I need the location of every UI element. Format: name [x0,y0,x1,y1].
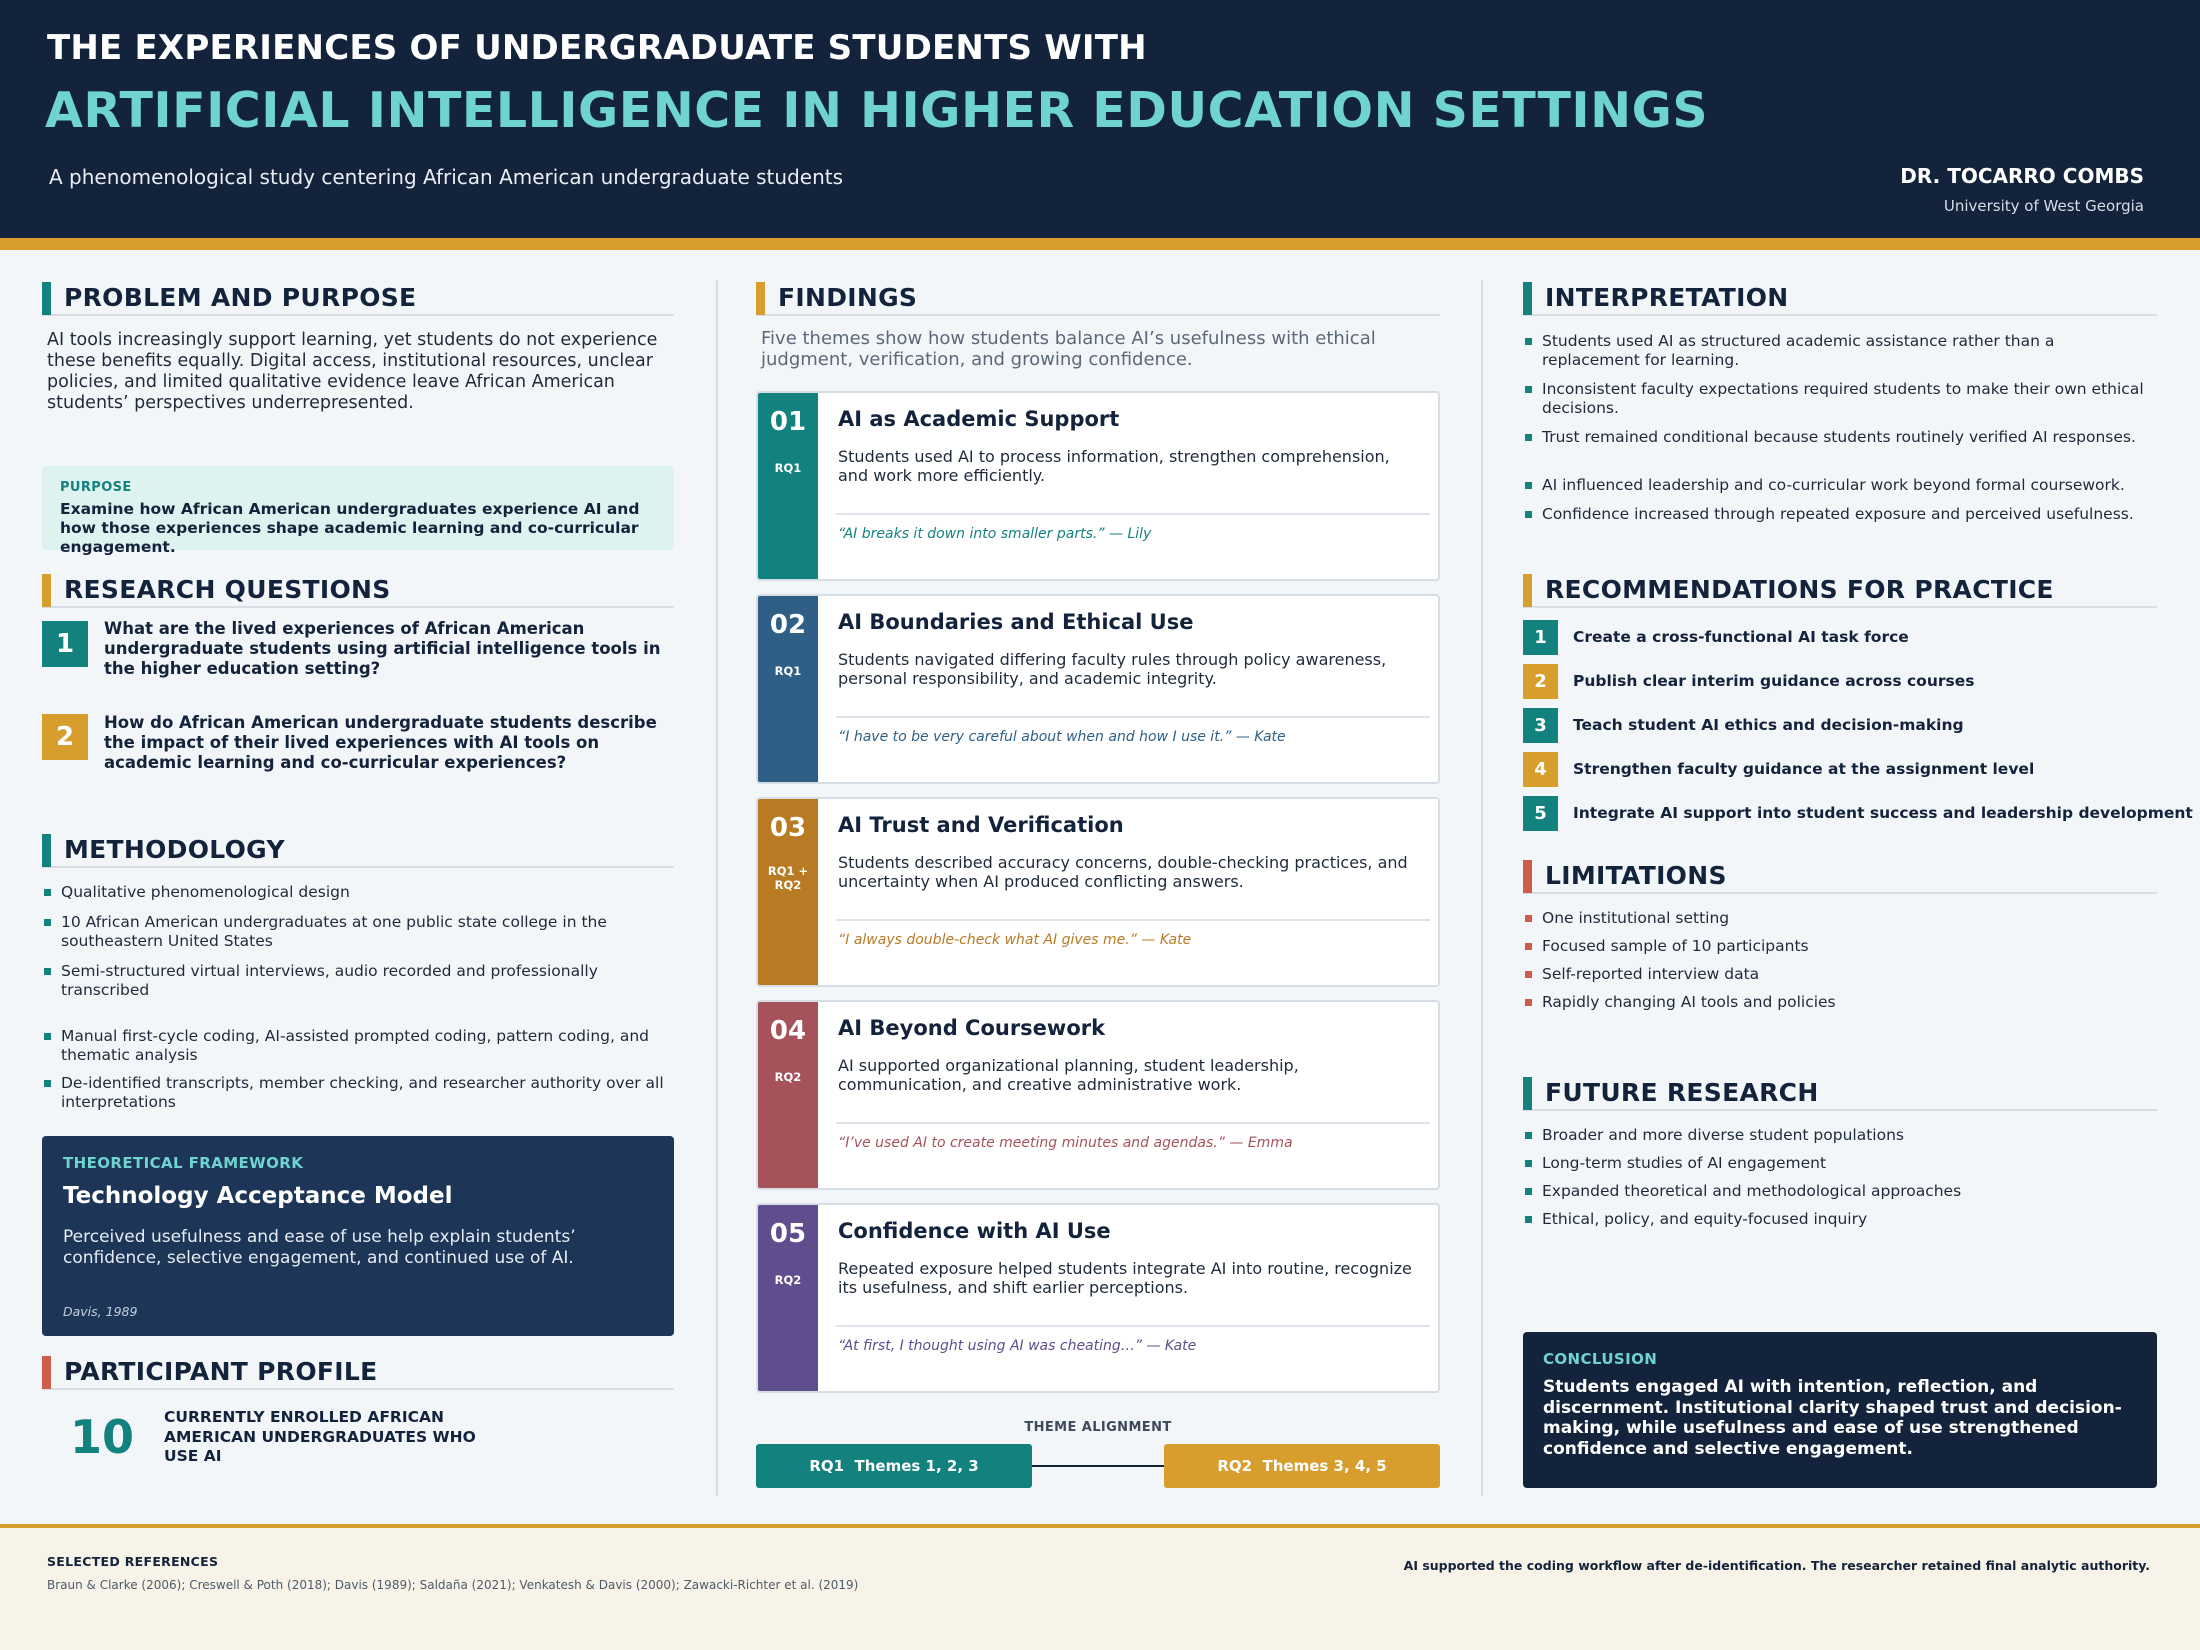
interpretation-list [1523,332,2157,524]
rq2-badge: 2 [42,714,88,760]
participant-count: 10 [70,1410,135,1464]
interpretation-heading [1523,280,2157,316]
heading-accent-bar [42,574,51,607]
limitation-item: Focused sample of 10 participants [1523,937,2157,956]
theme-title: AI Boundaries and Ethical Use [838,610,1194,634]
recommendation-badge: 1 [1523,620,1558,655]
theme-text: Repeated exposure helped students integrate AI into routine, recognize its usefulness, and shift earlier perceptions. [838,1259,1412,1297]
theme-quote: “I have to be very careful about when and how I use it.” — Kate [838,729,1286,745]
findings-intro: Five themes show how students balance AI’s usefulness with ethical judgment, verification, and growing confidence. [761,328,1376,370]
recommendation-text: Publish clear interim guidance across courses [1573,672,1975,690]
title-line-1: THE EXPERIENCES OF UNDERGRADUATE STUDENTS WITH [47,28,1147,68]
column-divider [716,280,718,1496]
framework-label: THEORETICAL FRAMEWORK [63,1154,304,1172]
author-name: DR. TOCARRO COMBS [1900,164,2144,188]
limitation-item: One institutional setting [1523,909,2157,928]
theme-card [756,1000,1440,1190]
theme-rq: RQ1 [774,461,802,475]
theme-divider [836,1122,1430,1124]
poster-footer [0,1524,2200,1650]
rq1-text: What are the lived experiences of African American undergraduate students using artificial intelligence tools in the higher education setting? [104,619,661,678]
theme-divider [836,513,1430,515]
future-research-heading [1523,1075,2157,1111]
framework-citation: Davis, 1989 [63,1304,138,1319]
theme-number: 04 [769,1016,807,1046]
limitations-heading [1523,858,2157,894]
interpretation-item: Inconsistent faculty expectations required students to make their own ethical decisions. [1523,380,2157,418]
recommendation-text: Teach student AI ethics and decision-making [1573,716,1964,734]
interpretation-item: AI influenced leadership and co-curricular work beyond formal coursework. [1523,476,2157,495]
methodology-item: Qualitative phenomenological design [42,883,674,902]
header-divider [0,238,2200,250]
theme-text: Students used AI to process information, strengthen comprehension, and work more efficiently. [838,447,1390,485]
theme-text: AI supported organizational planning, student leadership, communication, and creative administrative work. [838,1056,1299,1094]
heading-accent-bar [1523,860,1532,893]
title-line-2: ARTIFICIAL INTELLIGENCE IN HIGHER EDUCATION SETTINGS [45,82,1709,139]
ai-disclosure-note: AI supported the coding workflow after de-identification. The researcher retained final analytic authority. [1403,1558,2150,1573]
future-item: Broader and more diverse student populations [1523,1126,2157,1145]
theme-rq: RQ1 + RQ2 [767,864,809,892]
theme-alignment-label: THEME ALIGNMENT [1024,1420,1172,1435]
theme-divider [836,1325,1430,1327]
recommendation-badge: 3 [1523,708,1558,743]
purpose-label: PURPOSE [60,480,132,495]
heading-accent-bar [42,834,51,867]
rq1-badge: 1 [42,621,88,667]
conclusion-label: CONCLUSION [1543,1350,1658,1368]
framework-text: Perceived usefulness and ease of use help explain students’ confidence, selective engagement, and continued use of AI. [63,1227,576,1268]
methodology-list [42,883,674,1112]
theme-number: 03 [769,813,807,843]
theme-quote: “I always double-check what AI gives me.” — Kate [838,932,1192,948]
problem-text: AI tools increasingly support learning, yet students do not experience these benefits equally. Digital access, institutional resources, unclear policies, and limited qualitative evidence leave African American students’ perspectives underrepresented. [47,330,658,413]
references-list: Braun & Clarke (2006); Creswell & Poth (2018); Davis (1989); Saldaña (2021); Venkatesh & Davis (2000); Zawacki-Richter et al. (2019) [47,1578,859,1592]
theme-rq: RQ2 [774,1273,802,1287]
future-item: Long-term studies of AI engagement [1523,1154,2157,1173]
theme-text: Students navigated differing faculty rules through policy awareness, personal responsibility, and academic integrity. [838,650,1387,688]
participant-label: CURRENTLY ENROLLED AFRICAN AMERICAN UNDERGRADUATES WHO USE AI [164,1408,476,1465]
purpose-box [42,466,674,556]
theme-divider [836,716,1430,718]
heading-accent-bar [42,282,51,315]
limitation-item: Rapidly changing AI tools and policies [1523,993,2157,1012]
theme-number: 02 [769,610,807,640]
findings-heading [756,280,1440,316]
references-label: SELECTED REFERENCES [47,1554,219,1569]
theoretical-framework-box [42,1136,674,1336]
methodology-item: De-identified transcripts, member checking, and researcher authority over all interpretations [42,1074,674,1112]
limitation-item: Self-reported interview data [1523,965,2157,984]
theme-number: 01 [769,407,807,437]
theme-title: AI as Academic Support [838,407,1120,431]
theme-quote: “I’ve used AI to create meeting minutes and agendas.” — Emma [838,1135,1293,1151]
rq2-text: How do African American undergraduate students describe the impact of their lived experiences with AI tools on academic learning and co-curricular experiences? [104,713,657,772]
column-divider [1481,280,1483,1496]
findings-heading-text: FINDINGS [778,283,918,312]
interpretation-item: Trust remained conditional because students routinely verified AI responses. [1523,428,2157,447]
theme-rq: RQ1 [774,664,802,678]
theme-quote: “At first, I thought using AI was cheating…” — Kate [838,1338,1197,1354]
alignment-connector [1030,1465,1166,1467]
research-questions-heading [42,572,674,608]
theme-rq: RQ2 [774,1070,802,1084]
theme-card [756,594,1440,784]
interpretation-item: Confidence increased through repeated exposure and perceived usefulness. [1523,505,2157,524]
methodology-item: Semi-structured virtual interviews, audio recorded and professionally transcribed [42,962,674,1000]
theme-text: Students described accuracy concerns, double-checking practices, and uncertainty when AI produced conflicting answers. [838,853,1408,891]
theme-divider [836,919,1430,921]
future-item: Expanded theoretical and methodological approaches [1523,1182,2157,1201]
methodology-heading [42,832,674,868]
research-questions-heading-text: RESEARCH QUESTIONS [64,575,391,604]
recommendation-text: Strengthen faculty guidance at the assignment level [1573,760,2035,778]
future-research-list [1523,1126,2157,1229]
future-item: Ethical, policy, and equity-focused inquiry [1523,1210,2157,1229]
purpose-text: Examine how African American undergraduates experience AI and how those experiences shape academic learning and co-curricular engagement. [60,500,640,556]
interpretation-heading-text: INTERPRETATION [1545,283,1789,312]
heading-accent-bar [1523,282,1532,315]
methodology-item: 10 African American undergraduates at one public state college in the southeastern United States [42,913,674,951]
problem-heading [42,280,674,316]
limitations-list [1523,909,2157,1012]
recommendation-badge: 5 [1523,796,1558,831]
recommendation-text: Integrate AI support into student success and leadership development [1573,804,2193,822]
theme-title: Confidence with AI Use [838,1219,1111,1243]
recommendations-heading [1523,572,2157,608]
recommendations-heading-text: RECOMMENDATIONS FOR PRACTICE [1545,575,2054,604]
institution: University of West Georgia [1943,197,2144,215]
future-research-heading-text: FUTURE RESEARCH [1545,1078,1819,1107]
theme-card [756,391,1440,581]
heading-accent-bar [756,282,765,315]
theme-title: AI Trust and Verification [838,813,1124,837]
recommendation-text: Create a cross-functional AI task force [1573,628,1909,646]
theme-card [756,797,1440,987]
participant-profile-heading-text: PARTICIPANT PROFILE [64,1357,378,1386]
participant-profile-heading [42,1354,674,1390]
methodology-item: Manual first-cycle coding, AI-assisted prompted coding, pattern coding, and thematic analysis [42,1027,674,1065]
heading-accent-bar [1523,1077,1532,1110]
poster-header [0,0,2200,238]
theme-number: 05 [769,1219,807,1249]
rq2-alignment-pill: RQ2 Themes 3, 4, 5 [1164,1444,1440,1488]
recommendation-badge: 4 [1523,752,1558,787]
methodology-heading-text: METHODOLOGY [64,835,285,864]
heading-accent-bar [1523,574,1532,607]
framework-title: Technology Acceptance Model [63,1183,453,1209]
limitations-heading-text: LIMITATIONS [1545,861,1727,890]
theme-card [756,1203,1440,1393]
rq1-alignment-pill: RQ1 Themes 1, 2, 3 [756,1444,1032,1488]
conclusion-text: Students engaged AI with intention, reflection, and discernment. Institutional clarity shaped trust and decision-making, while usefulness and ease of use strengthened confidence and selective engagement. [1543,1377,2122,1459]
theme-quote: “AI breaks it down into smaller parts.” — Lily [838,526,1152,542]
problem-heading-text: PROBLEM AND PURPOSE [64,283,417,312]
theme-title: AI Beyond Coursework [838,1016,1106,1040]
recommendation-badge: 2 [1523,664,1558,699]
subtitle: A phenomenological study centering African American undergraduate students [49,165,844,189]
interpretation-item: Students used AI as structured academic assistance rather than a replacement for learning. [1523,332,2157,370]
heading-accent-bar [42,1356,51,1389]
conclusion-box [1523,1332,2157,1488]
